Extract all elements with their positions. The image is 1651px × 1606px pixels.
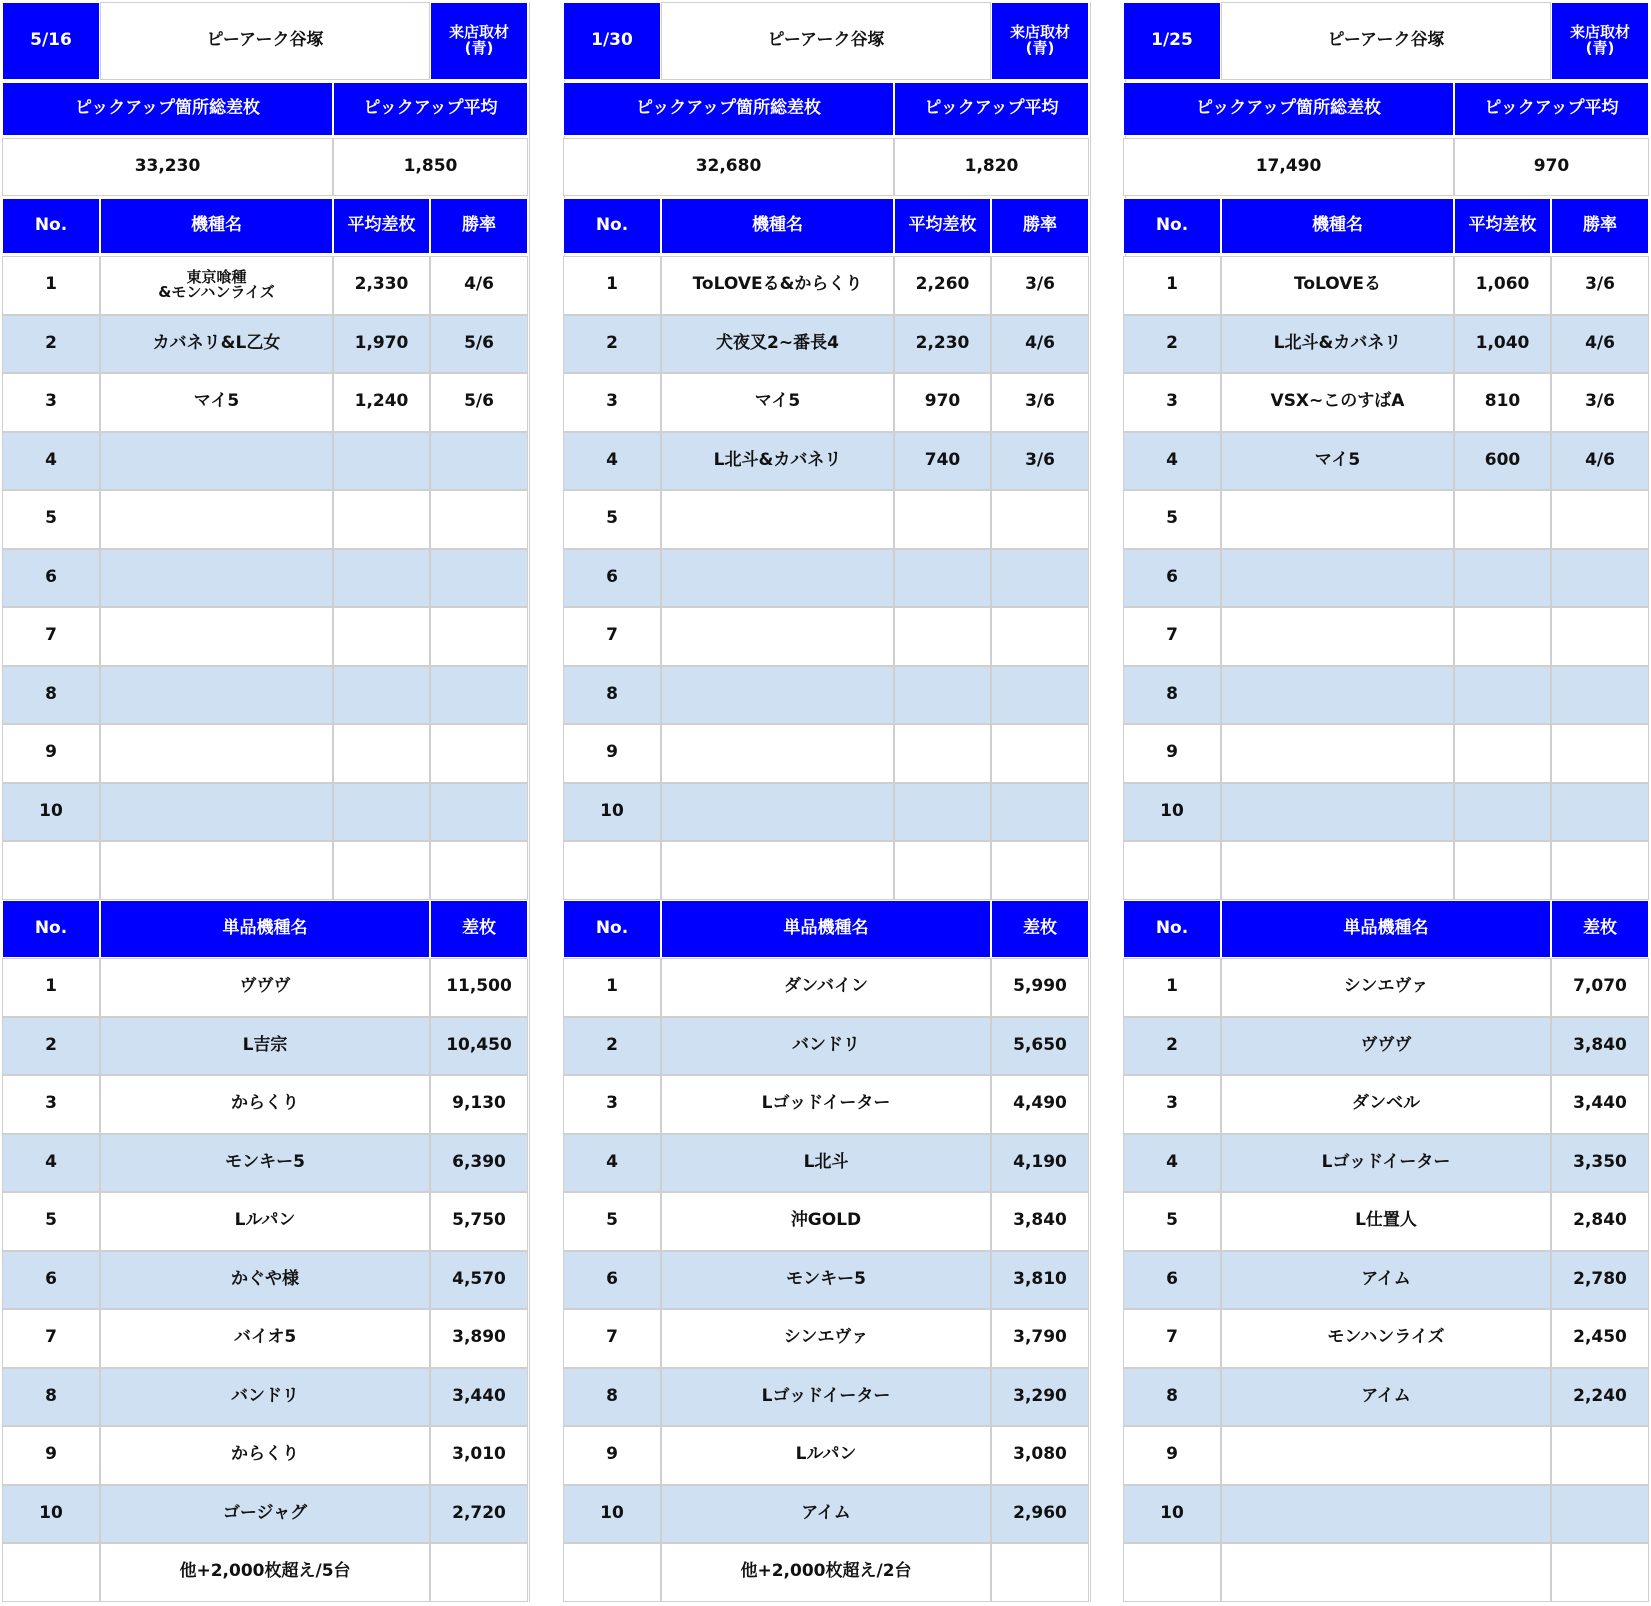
single-row-name: からくり	[100, 1075, 430, 1134]
singles-col-diff: 差枚	[430, 900, 528, 959]
spacer-cell	[661, 841, 894, 900]
model-row-avg-diff	[894, 549, 991, 608]
models-col-avg-diff: 平均差枚	[333, 198, 430, 254]
pickup-total-value: 33,230	[2, 138, 333, 196]
single-row-no: 5	[563, 1192, 661, 1251]
single-row-diff: 4,490	[991, 1075, 1089, 1134]
spacer-cell	[430, 841, 528, 900]
model-row-no: 4	[1123, 432, 1221, 491]
models-col-avg-diff: 平均差枚	[894, 198, 991, 254]
model-row-no: 6	[1123, 549, 1221, 608]
model-row-no: 5	[2, 490, 100, 549]
model-row-avg-diff	[333, 549, 430, 608]
single-row-name: かぐや様	[100, 1251, 430, 1310]
single-row-no: 5	[1123, 1192, 1221, 1251]
spacer-cell	[1551, 841, 1649, 900]
model-row-avg-diff	[333, 490, 430, 549]
model-row-name: マイ5	[1221, 432, 1454, 491]
model-row-no: 10	[563, 783, 661, 842]
model-row-avg-diff	[333, 783, 430, 842]
model-row-avg-diff	[894, 724, 991, 783]
models-col-name: 機種名	[661, 198, 894, 254]
model-row-name	[100, 432, 333, 491]
single-row-diff: 3,440	[1551, 1075, 1649, 1134]
single-row-diff: 11,500	[430, 958, 528, 1017]
result-panel-1	[2, 2, 530, 1602]
single-row-no: 2	[563, 1017, 661, 1076]
single-row-no: 3	[2, 1075, 100, 1134]
model-row-win-rate: 3/6	[991, 373, 1089, 432]
spacer-cell	[100, 841, 333, 900]
singles-col-name: 単品機種名	[100, 900, 430, 959]
single-row-name: Lゴッドイーター	[661, 1368, 991, 1427]
model-row-no: 9	[563, 724, 661, 783]
single-row-diff: 5,650	[991, 1017, 1089, 1076]
single-row-no: 3	[563, 1075, 661, 1134]
model-row-no: 1	[563, 256, 661, 315]
model-row-no: 3	[1123, 373, 1221, 432]
model-row-avg-diff: 2,330	[333, 256, 430, 315]
model-row-no: 7	[1123, 607, 1221, 666]
single-row-name: アイム	[1221, 1368, 1551, 1427]
model-row-name: マイ5	[100, 373, 333, 432]
single-row-no: 7	[563, 1309, 661, 1368]
footer-note: 他+2,000枚超え/5台	[100, 1543, 430, 1602]
model-row-name	[1221, 783, 1454, 842]
spacer-cell	[1454, 841, 1551, 900]
model-row-no: 9	[2, 724, 100, 783]
single-row-diff: 3,890	[430, 1309, 528, 1368]
single-row-no: 6	[2, 1251, 100, 1310]
single-row-name: ダンベル	[1221, 1075, 1551, 1134]
single-row-name: Lルパン	[100, 1192, 430, 1251]
pickup-average-value: 1,820	[894, 138, 1089, 196]
model-row-no: 2	[1123, 315, 1221, 374]
model-row-win-rate	[430, 490, 528, 549]
store-name: ピーアーク谷塚	[1221, 2, 1551, 80]
single-row-diff: 7,070	[1551, 958, 1649, 1017]
single-row-no: 10	[2, 1485, 100, 1544]
store-name: ピーアーク谷塚	[661, 2, 991, 80]
single-row-no: 2	[2, 1017, 100, 1076]
model-row-name: ToLOVEる	[1221, 256, 1454, 315]
model-row-no: 2	[563, 315, 661, 374]
single-row-no: 6	[1123, 1251, 1221, 1310]
footer-cell	[2, 1543, 100, 1602]
model-row-win-rate	[1551, 607, 1649, 666]
single-row-name: モンハンライズ	[1221, 1309, 1551, 1368]
model-row-no: 8	[1123, 666, 1221, 725]
single-row-no: 9	[563, 1426, 661, 1485]
models-col-win-rate: 勝率	[991, 198, 1089, 254]
model-row-name: 犬夜叉2~番長4	[661, 315, 894, 374]
spacer-cell	[333, 841, 430, 900]
models-col-name: 機種名	[100, 198, 333, 254]
model-row-avg-diff	[333, 432, 430, 491]
single-row-no: 1	[1123, 958, 1221, 1017]
panel-separator	[529, 2, 565, 1602]
single-row-name: ヴヴヴ	[1221, 1017, 1551, 1076]
model-row-name: L北斗&カバネリ	[1221, 315, 1454, 374]
models-col-avg-diff: 平均差枚	[1454, 198, 1551, 254]
model-row-no: 1	[2, 256, 100, 315]
single-row-diff: 4,190	[991, 1134, 1089, 1193]
model-row-no: 8	[2, 666, 100, 725]
single-row-no: 10	[563, 1485, 661, 1544]
model-row-avg-diff: 1,240	[333, 373, 430, 432]
model-row-win-rate: 5/6	[430, 315, 528, 374]
model-row-avg-diff: 810	[1454, 373, 1551, 432]
single-row-name: シンエヴァ	[1221, 958, 1551, 1017]
model-row-win-rate: 3/6	[1551, 373, 1649, 432]
singles-col-diff: 差枚	[1551, 900, 1649, 959]
model-row-avg-diff: 1,040	[1454, 315, 1551, 374]
single-row-diff	[1551, 1485, 1649, 1544]
pickup-average-value: 1,850	[333, 138, 528, 196]
model-row-no: 3	[2, 373, 100, 432]
model-row-name	[661, 549, 894, 608]
footer-note	[1221, 1543, 1551, 1602]
model-row-win-rate: 4/6	[991, 315, 1089, 374]
single-row-name: モンキー5	[661, 1251, 991, 1310]
single-row-diff: 3,080	[991, 1426, 1089, 1485]
model-row-no: 5	[1123, 490, 1221, 549]
single-row-diff: 6,390	[430, 1134, 528, 1193]
singles-col-no: No.	[1123, 900, 1221, 959]
single-row-diff	[1551, 1426, 1649, 1485]
model-row-win-rate: 3/6	[991, 432, 1089, 491]
model-row-name: マイ5	[661, 373, 894, 432]
model-row-avg-diff	[894, 607, 991, 666]
model-row-name	[100, 724, 333, 783]
models-col-no: No.	[1123, 198, 1221, 254]
model-row-no: 6	[563, 549, 661, 608]
single-row-diff: 3,790	[991, 1309, 1089, 1368]
model-row-win-rate: 4/6	[1551, 432, 1649, 491]
pickup-total-value: 17,490	[1123, 138, 1454, 196]
model-row-no: 8	[563, 666, 661, 725]
model-row-name: ToLOVEる&からくり	[661, 256, 894, 315]
model-row-win-rate	[430, 607, 528, 666]
single-row-diff: 2,720	[430, 1485, 528, 1544]
singles-col-diff: 差枚	[991, 900, 1089, 959]
model-row-win-rate: 3/6	[1551, 256, 1649, 315]
single-row-name: ヴヴヴ	[100, 958, 430, 1017]
model-row-name	[1221, 490, 1454, 549]
model-row-no: 2	[2, 315, 100, 374]
single-row-name: L北斗	[661, 1134, 991, 1193]
store-name: ピーアーク谷塚	[100, 2, 430, 80]
model-row-no: 1	[1123, 256, 1221, 315]
single-row-name: アイム	[661, 1485, 991, 1544]
date-label: 1/30	[563, 2, 661, 80]
pickup-total-header: ピックアップ箇所総差枚	[563, 82, 894, 136]
models-col-no: No.	[2, 198, 100, 254]
single-row-no: 7	[2, 1309, 100, 1368]
pickup-total-header: ピックアップ箇所総差枚	[2, 82, 333, 136]
model-row-no: 7	[2, 607, 100, 666]
single-row-name: Lゴッドイーター	[1221, 1134, 1551, 1193]
model-row-win-rate	[991, 724, 1089, 783]
model-row-win-rate	[430, 549, 528, 608]
single-row-diff: 4,570	[430, 1251, 528, 1310]
model-row-name	[1221, 607, 1454, 666]
single-row-diff: 3,350	[1551, 1134, 1649, 1193]
footer-cell	[991, 1543, 1089, 1602]
model-row-win-rate: 3/6	[991, 256, 1089, 315]
model-row-avg-diff: 1,970	[333, 315, 430, 374]
model-row-avg-diff	[1454, 783, 1551, 842]
singles-col-name: 単品機種名	[1221, 900, 1551, 959]
model-row-win-rate	[991, 783, 1089, 842]
single-row-name: バンドリ	[100, 1368, 430, 1427]
singles-col-name: 単品機種名	[661, 900, 991, 959]
model-row-no: 10	[2, 783, 100, 842]
spacer-cell	[894, 841, 991, 900]
model-row-avg-diff	[333, 607, 430, 666]
single-row-diff: 3,840	[991, 1192, 1089, 1251]
model-row-win-rate	[430, 724, 528, 783]
model-row-name	[661, 607, 894, 666]
model-row-win-rate	[991, 666, 1089, 725]
model-row-avg-diff	[1454, 607, 1551, 666]
model-row-avg-diff: 2,230	[894, 315, 991, 374]
event-tag: 来店取材 (青)	[991, 2, 1089, 80]
model-row-win-rate	[991, 607, 1089, 666]
single-row-name: アイム	[1221, 1251, 1551, 1310]
single-row-no: 6	[563, 1251, 661, 1310]
model-row-no: 4	[563, 432, 661, 491]
result-panel-3	[1123, 2, 1651, 1602]
pickup-total-header: ピックアップ箇所総差枚	[1123, 82, 1454, 136]
single-row-no: 8	[2, 1368, 100, 1427]
single-row-name: シンエヴァ	[661, 1309, 991, 1368]
panel-separator	[1090, 2, 1126, 1602]
model-row-avg-diff	[333, 666, 430, 725]
single-row-no: 8	[563, 1368, 661, 1427]
model-row-avg-diff	[1454, 549, 1551, 608]
model-row-name	[100, 607, 333, 666]
single-row-name	[1221, 1485, 1551, 1544]
pickup-average-header: ピックアップ平均	[333, 82, 528, 136]
model-row-avg-diff: 970	[894, 373, 991, 432]
single-row-name: バンドリ	[661, 1017, 991, 1076]
model-row-no: 9	[1123, 724, 1221, 783]
single-row-no: 4	[1123, 1134, 1221, 1193]
model-row-win-rate	[1551, 724, 1649, 783]
model-row-name	[100, 549, 333, 608]
single-row-diff: 5,990	[991, 958, 1089, 1017]
model-row-no: 10	[1123, 783, 1221, 842]
footer-cell	[1123, 1543, 1221, 1602]
models-col-win-rate: 勝率	[1551, 198, 1649, 254]
event-tag: 来店取材 (青)	[430, 2, 528, 80]
single-row-name: からくり	[100, 1426, 430, 1485]
models-col-win-rate: 勝率	[430, 198, 528, 254]
model-row-win-rate	[1551, 490, 1649, 549]
date-label: 5/16	[2, 2, 100, 80]
models-col-name: 機種名	[1221, 198, 1454, 254]
model-row-name	[661, 724, 894, 783]
model-row-win-rate: 4/6	[1551, 315, 1649, 374]
model-row-win-rate	[430, 783, 528, 842]
footer-cell	[1551, 1543, 1649, 1602]
model-row-name: L北斗&カバネリ	[661, 432, 894, 491]
model-row-name	[1221, 666, 1454, 725]
model-row-no: 6	[2, 549, 100, 608]
single-row-diff: 2,840	[1551, 1192, 1649, 1251]
footer-note: 他+2,000枚超え/2台	[661, 1543, 991, 1602]
pickup-average-header: ピックアップ平均	[894, 82, 1089, 136]
single-row-diff: 5,750	[430, 1192, 528, 1251]
model-row-win-rate: 4/6	[430, 256, 528, 315]
single-row-name: ダンバイン	[661, 958, 991, 1017]
model-row-avg-diff: 740	[894, 432, 991, 491]
footer-cell	[563, 1543, 661, 1602]
single-row-name	[1221, 1426, 1551, 1485]
single-row-diff: 2,960	[991, 1485, 1089, 1544]
event-tag: 来店取材 (青)	[1551, 2, 1649, 80]
model-row-avg-diff	[1454, 490, 1551, 549]
model-row-avg-diff	[333, 724, 430, 783]
result-panel-2	[563, 2, 1091, 1602]
spacer-cell	[991, 841, 1089, 900]
single-row-name: 沖GOLD	[661, 1192, 991, 1251]
model-row-win-rate	[991, 490, 1089, 549]
model-row-name: VSX~このすばA	[1221, 373, 1454, 432]
model-row-avg-diff	[1454, 666, 1551, 725]
models-col-no: No.	[563, 198, 661, 254]
footer-cell	[430, 1543, 528, 1602]
singles-col-no: No.	[563, 900, 661, 959]
model-row-win-rate	[1551, 783, 1649, 842]
single-row-no: 4	[2, 1134, 100, 1193]
single-row-name: L仕置人	[1221, 1192, 1551, 1251]
model-row-no: 5	[563, 490, 661, 549]
pickup-average-value: 970	[1454, 138, 1649, 196]
single-row-no: 1	[2, 958, 100, 1017]
single-row-diff: 9,130	[430, 1075, 528, 1134]
single-row-name: Lゴッドイーター	[661, 1075, 991, 1134]
model-row-name	[661, 490, 894, 549]
model-row-name: 東京喰種 &モンハンライズ	[100, 256, 333, 315]
model-row-win-rate	[991, 549, 1089, 608]
single-row-name: L吉宗	[100, 1017, 430, 1076]
model-row-win-rate	[1551, 666, 1649, 725]
single-row-no: 7	[1123, 1309, 1221, 1368]
single-row-diff: 2,450	[1551, 1309, 1649, 1368]
model-row-avg-diff: 1,060	[1454, 256, 1551, 315]
singles-col-no: No.	[2, 900, 100, 959]
model-row-win-rate: 5/6	[430, 373, 528, 432]
model-row-avg-diff	[894, 666, 991, 725]
model-row-name	[100, 783, 333, 842]
model-row-win-rate	[1551, 549, 1649, 608]
single-row-no: 4	[563, 1134, 661, 1193]
single-row-diff: 10,450	[430, 1017, 528, 1076]
single-row-no: 9	[1123, 1426, 1221, 1485]
model-row-no: 4	[2, 432, 100, 491]
single-row-diff: 3,290	[991, 1368, 1089, 1427]
single-row-no: 9	[2, 1426, 100, 1485]
model-row-no: 7	[563, 607, 661, 666]
model-row-avg-diff: 600	[1454, 432, 1551, 491]
model-row-avg-diff	[1454, 724, 1551, 783]
single-row-name: バイオ5	[100, 1309, 430, 1368]
single-row-no: 3	[1123, 1075, 1221, 1134]
spacer-cell	[2, 841, 100, 900]
single-row-name: Lルパン	[661, 1426, 991, 1485]
spacer-cell	[1123, 841, 1221, 900]
single-row-diff: 2,240	[1551, 1368, 1649, 1427]
model-row-name	[1221, 724, 1454, 783]
model-row-name	[661, 666, 894, 725]
model-row-win-rate	[430, 666, 528, 725]
single-row-no: 2	[1123, 1017, 1221, 1076]
model-row-name: カバネリ&L乙女	[100, 315, 333, 374]
model-row-win-rate	[430, 432, 528, 491]
model-row-avg-diff: 2,260	[894, 256, 991, 315]
single-row-diff: 3,840	[1551, 1017, 1649, 1076]
single-row-diff: 3,010	[430, 1426, 528, 1485]
single-row-diff: 2,780	[1551, 1251, 1649, 1310]
model-row-avg-diff	[894, 783, 991, 842]
pickup-average-header: ピックアップ平均	[1454, 82, 1649, 136]
model-row-name	[100, 666, 333, 725]
model-row-name	[100, 490, 333, 549]
model-row-name	[1221, 549, 1454, 608]
single-row-no: 1	[563, 958, 661, 1017]
date-label: 1/25	[1123, 2, 1221, 80]
spacer-cell	[563, 841, 661, 900]
single-row-no: 10	[1123, 1485, 1221, 1544]
single-row-diff: 3,810	[991, 1251, 1089, 1310]
pickup-total-value: 32,680	[563, 138, 894, 196]
spacer-cell	[1221, 841, 1454, 900]
model-row-no: 3	[563, 373, 661, 432]
model-row-avg-diff	[894, 490, 991, 549]
model-row-name	[661, 783, 894, 842]
single-row-no: 8	[1123, 1368, 1221, 1427]
single-row-diff: 3,440	[430, 1368, 528, 1427]
single-row-no: 5	[2, 1192, 100, 1251]
single-row-name: モンキー5	[100, 1134, 430, 1193]
single-row-name: ゴージャグ	[100, 1485, 430, 1544]
